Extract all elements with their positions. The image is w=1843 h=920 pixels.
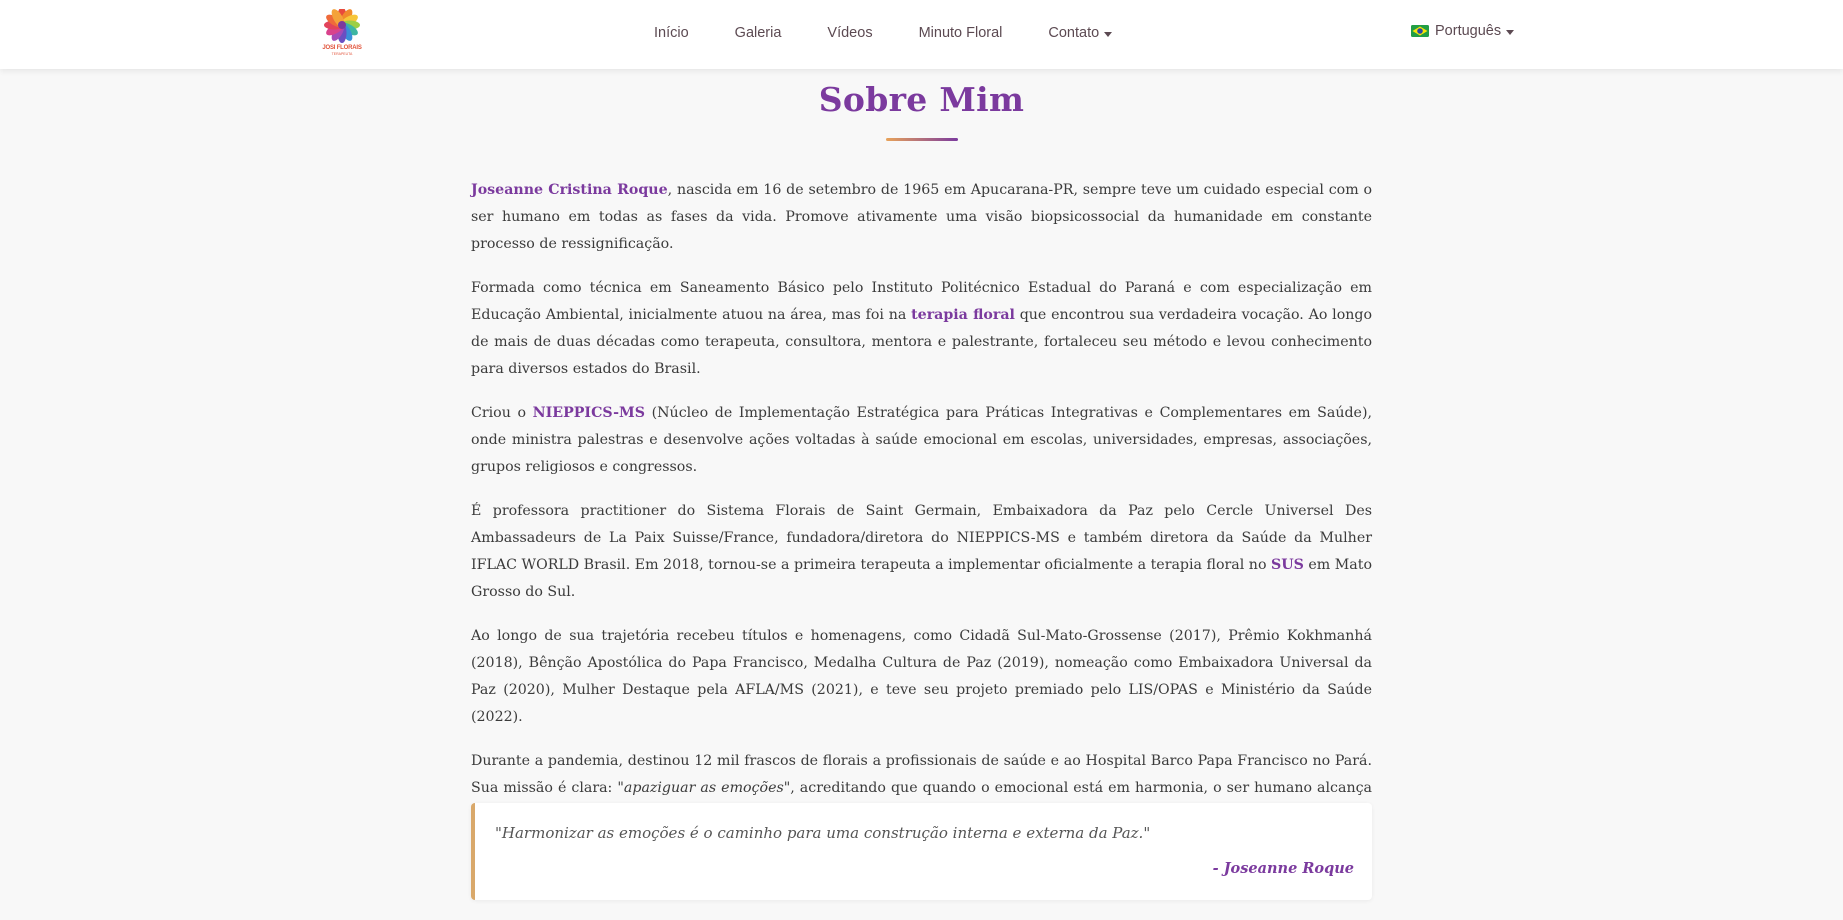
paragraph-text: , acreditando que quando o emocional está em harmonia, o ser humano alcança (790, 780, 1372, 796)
quote-text: "Harmonizar as emoções é o caminho para uma construção interna e externa da Paz." (495, 824, 1151, 842)
paragraph-formation (471, 275, 1372, 383)
quote-block (471, 803, 1372, 900)
highlight-terapia-floral: terapia floral (911, 307, 1015, 323)
paragraph-intro (471, 177, 1372, 258)
mission-emphasis: "apaziguar as emoções" (617, 780, 791, 796)
highlight-nieppics: NIEPPICS-MS (532, 405, 645, 421)
logo-text: JOSI FLORAIS (322, 45, 362, 51)
paragraph-nieppics (471, 400, 1372, 481)
nav-item-contato[interactable] (1048, 25, 1112, 41)
logo[interactable] (319, 9, 365, 55)
paragraph-roles (471, 498, 1372, 606)
nav-item-label: Contato (1048, 25, 1100, 41)
paragraph-text: que encontrou sua verdadeira vocação. Ao longo de mais de duas décadas como terapeuta, consultora, mentora e palestrante, fortaleceu seu método e levou conhecimento para diversos estados do Brasil. (471, 307, 1372, 377)
nav-item-inicio[interactable] (654, 25, 689, 41)
paragraph-text: É professora practitioner do Sistema Florais de Saint Germain, Embaixadora da Paz pelo Cercle Universel Des Ambassadeurs de La Paix Suisse/France, fundadora/diretora do NIEPPICS-MS e também diretora da Saúde da Mulher IFLAC WORLD Brasil. Em 2018, tornou-se a primeira terapeuta a implementar oficialmente a terapia floral no (471, 503, 1372, 573)
main-nav (654, 22, 1112, 44)
nav-item-videos[interactable] (827, 25, 872, 41)
person-name: Joseanne Cristina Roque (471, 182, 668, 198)
page-title: Sobre Mim (818, 80, 1025, 119)
paragraph-text: Durante a pandemia, destinou 12 mil frascos de florais a profissionais de saúde e ao Hospital Barco Papa Francisco no Pará. Sua missão é clara: (471, 753, 1372, 796)
paragraph-text: em Mato Grosso do Sul. (471, 557, 1372, 600)
language-selector[interactable] (1411, 23, 1514, 39)
nav-item-label: Galeria (734, 25, 782, 41)
site-header (0, 0, 1843, 69)
nav-item-minuto-floral[interactable] (919, 25, 1003, 41)
nav-item-galeria[interactable] (735, 25, 782, 41)
chevron-down-icon (1104, 32, 1112, 37)
language-label: Português (1435, 23, 1502, 39)
paragraph-text: , nascida em 16 de setembro de 1965 em Apucarana-PR, sempre teve um cuidado especial com o ser humano em todas as fases da vida. Promove ativamente uma visão biopsicossocial da humanidade em constante processo de ressignificação. (471, 182, 1372, 252)
flower-logo-icon (319, 9, 365, 45)
highlight-sus: SUS (1271, 557, 1304, 573)
quote-author: - Joseanne Roque (1212, 860, 1354, 877)
paragraph-text: Ao longo de sua trajetória recebeu títulos e homenagens, como Cidadã Sul-Mato-Grossense (2017), Prêmio Kokhmanhá (2018), Bênção Apostólica do Papa Francisco, Medalha Cultura de Paz (2019), nomeação como Embaixadora Universal da Paz (2020), Mulher Destaque pela AFLA/MS (2021), e teve seu projeto premiado pelo LIS/OPAS e Ministério da Saúde (2022). (471, 628, 1372, 725)
nav-item-label: Vídeos (827, 25, 873, 41)
nav-item-label: Minuto Floral (918, 25, 1003, 41)
paragraph-text: (Núcleo de Implementação Estratégica para Práticas Integrativas e Complementares em Saúde), onde ministra palestras e desenvolve ações voltadas à saúde emocional em escolas, universidades, empresas, associações, grupos religiosos e congressos. (471, 405, 1372, 475)
about-content (471, 177, 1372, 846)
paragraph-text: Formada como técnica em Saneamento Básico pelo Instituto Politécnico Estadual do Paraná e com especialização em Educação Ambiental, inicialmente atuou na área, mas foi na (471, 280, 1372, 323)
paragraph-text: Criou o (471, 405, 533, 421)
brazil-flag-icon (1411, 25, 1429, 37)
paragraph-awards (471, 623, 1372, 731)
title-divider (886, 138, 958, 141)
logo-subtext: TERAPEUTA (331, 52, 353, 56)
chevron-down-icon (1506, 30, 1514, 35)
nav-item-label: Início (654, 25, 689, 41)
